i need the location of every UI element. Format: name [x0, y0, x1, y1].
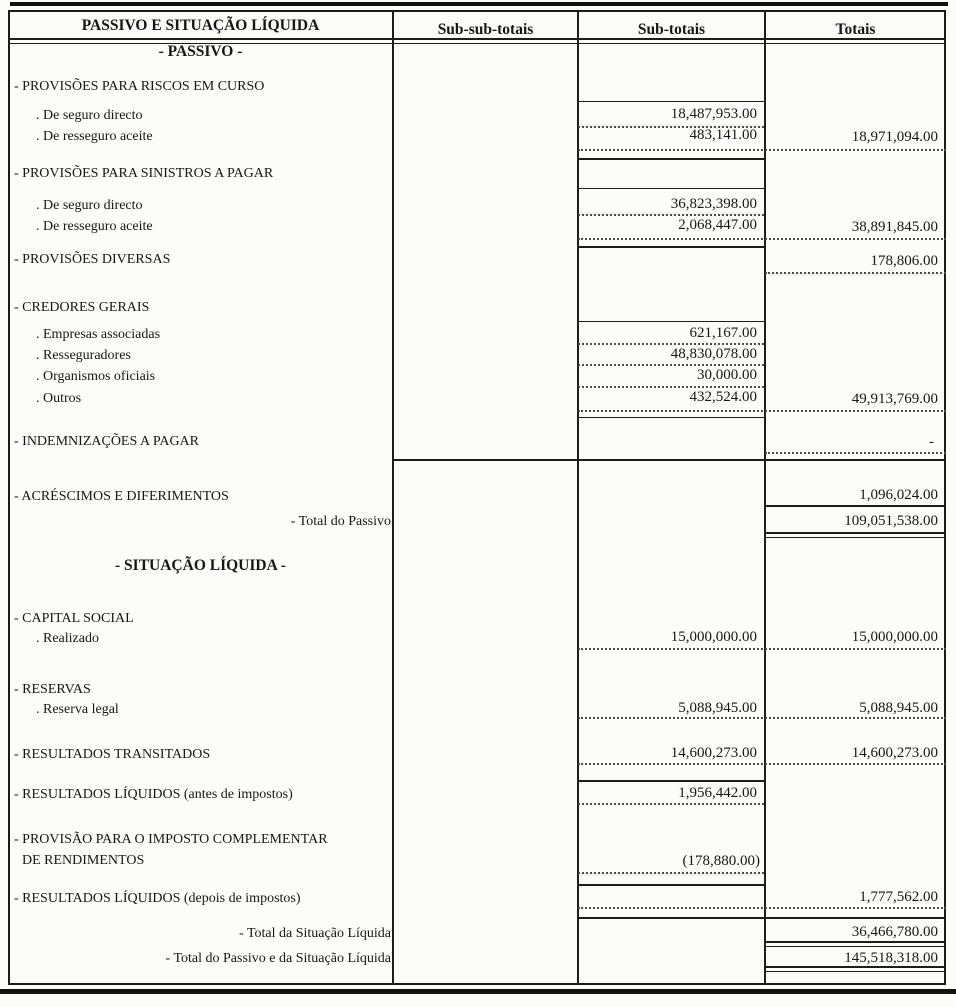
row-label-total-passivo: - Total do Passivo — [290, 514, 391, 529]
total-provisoes-diversas: 178,806.00 — [870, 253, 938, 269]
row-label-provisao-imposto-line1: - PROVISÃO PARA O IMPOSTO COMPLEMENTAR — [14, 832, 328, 847]
row-label-empresas-associadas: . Empresas associadas — [36, 327, 161, 342]
row-label-reserva-legal: . Reserva legal — [36, 702, 119, 717]
cell-rule — [765, 537, 946, 538]
total-passivo-value: 109,051,538.00 — [844, 513, 938, 529]
cell-rule — [578, 188, 764, 189]
cell-rule — [578, 101, 764, 102]
row-label-sinistros-resseguro-aceite: . De resseguro aceite — [36, 219, 153, 234]
dotted-rule — [578, 907, 946, 909]
total-realizado: 15,000,000.00 — [851, 629, 938, 645]
row-label-resultados-liquidos-antes: - RESULTADOS LÍQUIDOS (antes de impostos) — [14, 787, 293, 802]
header-col-sub-totais: Sub-totais — [637, 21, 706, 38]
row-label-realizado: . Realizado — [36, 631, 99, 646]
row-label-riscos-seguro-directo: . De seguro directo — [36, 108, 143, 123]
dotted-rule — [578, 149, 946, 151]
dotted-rule — [578, 126, 764, 128]
row-label-indemnizacoes: - INDEMNIZAÇÕES A PAGAR — [14, 434, 200, 449]
subtotal-organismos-oficiais: 30,000.00 — [697, 367, 757, 383]
row-label-acrescimos: - ACRÉSCIMOS E DIFERIMENTOS — [14, 489, 229, 504]
total-geral-value: 145,518,318.00 — [844, 950, 938, 966]
cell-rule — [765, 505, 946, 507]
row-label-capital-social: - CAPITAL SOCIAL — [14, 611, 134, 626]
header-separator — [8, 38, 946, 40]
cell-rule — [578, 246, 764, 248]
row-label-resseguradores: . Resseguradores — [36, 348, 131, 363]
subtotal-riscos-resseguro-aceite: 483,141.00 — [689, 127, 757, 143]
dotted-rule — [765, 272, 946, 274]
row-label-riscos-resseguro-aceite: . De resseguro aceite — [36, 129, 153, 144]
cell-rule — [765, 941, 946, 943]
bottom-rule — [0, 989, 956, 994]
row-label-sinistros-seguro-directo: . De seguro directo — [36, 198, 143, 213]
row-label-resultados-liquidos-depois: - RESULTADOS LÍQUIDOS (depois de impostos) — [14, 891, 301, 906]
dotted-rule — [578, 364, 764, 366]
row-label-total-geral: - Total do Passivo e da Situação Líquida — [165, 951, 391, 966]
subtotal-sinistros-seguro-directo: 36,823,398.00 — [670, 196, 757, 212]
dotted-rule — [578, 717, 946, 719]
cell-rule — [765, 532, 946, 534]
subtotal-outros: 432,524.00 — [689, 389, 757, 405]
total-provisoes-riscos: 18,971,094.00 — [851, 129, 938, 145]
cell-rule — [765, 971, 946, 972]
column-divider-1 — [392, 10, 394, 985]
dotted-rule — [578, 763, 946, 765]
total-resultados-liquidos-depois: 1,777,562.00 — [859, 889, 938, 905]
row-label-credores-gerais: - CREDORES GERAIS — [14, 300, 150, 315]
dotted-rule — [578, 872, 764, 874]
dotted-rule — [765, 452, 946, 454]
cell-rule — [578, 321, 764, 322]
subtotal-empresas-associadas: 621,167.00 — [689, 325, 757, 341]
row-label-provisoes-sinistros: - PROVISÕES PARA SINISTROS A PAGAR — [14, 166, 274, 181]
dotted-rule — [578, 214, 764, 216]
subtotal-realizado: 15,000,000.00 — [670, 629, 757, 645]
row-label-provisoes-riscos: - PROVISÕES PARA RISCOS EM CURSO — [14, 79, 265, 94]
subtotal-resultados-liquidos-antes: 1,956,442.00 — [678, 785, 757, 801]
total-acrescimos: 1,096,024.00 — [859, 487, 938, 503]
row-label-provisao-imposto-line2: DE RENDIMENTOS — [22, 853, 145, 868]
header-col-totais: Totais — [835, 21, 876, 38]
subtotal-resultados-transitados: 14,600,273.00 — [670, 745, 757, 761]
subtotal-resseguradores: 48,830,078.00 — [670, 346, 757, 362]
row-label-reservas: - RESERVAS — [14, 682, 91, 697]
header-col-description: PASSIVO E SITUAÇÃO LÍQUIDA — [81, 17, 320, 34]
subtotal-provisao-imposto: (178,880.00) — [682, 853, 760, 869]
row-label-organismos-oficiais: . Organismos oficiais — [36, 369, 156, 384]
total-provisoes-sinistros: 38,891,845.00 — [851, 219, 938, 235]
top-rule — [10, 2, 948, 6]
cell-rule — [578, 780, 764, 782]
total-situacao-liquida-value: 36,466,780.00 — [851, 924, 938, 940]
row-label-resultados-transitados: - RESULTADOS TRANSITADOS — [14, 747, 211, 762]
column-divider-3 — [764, 10, 766, 985]
subtotal-reserva-legal: 5,088,945.00 — [678, 700, 757, 716]
cell-rule — [765, 966, 946, 968]
total-resultados-transitados: 14,600,273.00 — [851, 745, 938, 761]
situacao-liquida-section-title: - SITUAÇÃO LÍQUIDA - — [115, 557, 286, 574]
row-label-provisoes-diversas: - PROVISÕES DIVERSAS — [14, 252, 171, 267]
cell-rule — [578, 417, 764, 418]
subtotal-sinistros-resseguro-aceite: 2,068,447.00 — [678, 217, 757, 233]
header-col-sub-sub-totais: Sub-sub-totais — [437, 21, 534, 38]
cell-rule — [765, 946, 946, 947]
dotted-rule — [578, 238, 946, 240]
total-credores-gerais: 49,913,769.00 — [851, 391, 938, 407]
row-label-outros: . Outros — [36, 391, 82, 406]
total-indemnizacoes: - — [929, 434, 934, 450]
cell-rule — [578, 884, 764, 886]
cell-rule — [578, 917, 946, 919]
dotted-rule — [578, 386, 764, 388]
subtotal-riscos-seguro-directo: 18,487,953.00 — [670, 106, 757, 122]
cell-rule — [578, 158, 764, 160]
row-label-total-situacao-liquida: - Total da Situação Líquida — [239, 926, 391, 941]
total-reserva-legal: 5,088,945.00 — [859, 700, 938, 716]
passivo-section-title: - PASSIVO - — [158, 43, 243, 60]
dotted-rule — [578, 343, 764, 345]
dotted-rule — [578, 410, 946, 412]
dotted-rule — [578, 648, 946, 650]
dotted-rule — [578, 803, 764, 805]
column-divider-2 — [577, 10, 579, 985]
section-rule — [392, 459, 946, 461]
